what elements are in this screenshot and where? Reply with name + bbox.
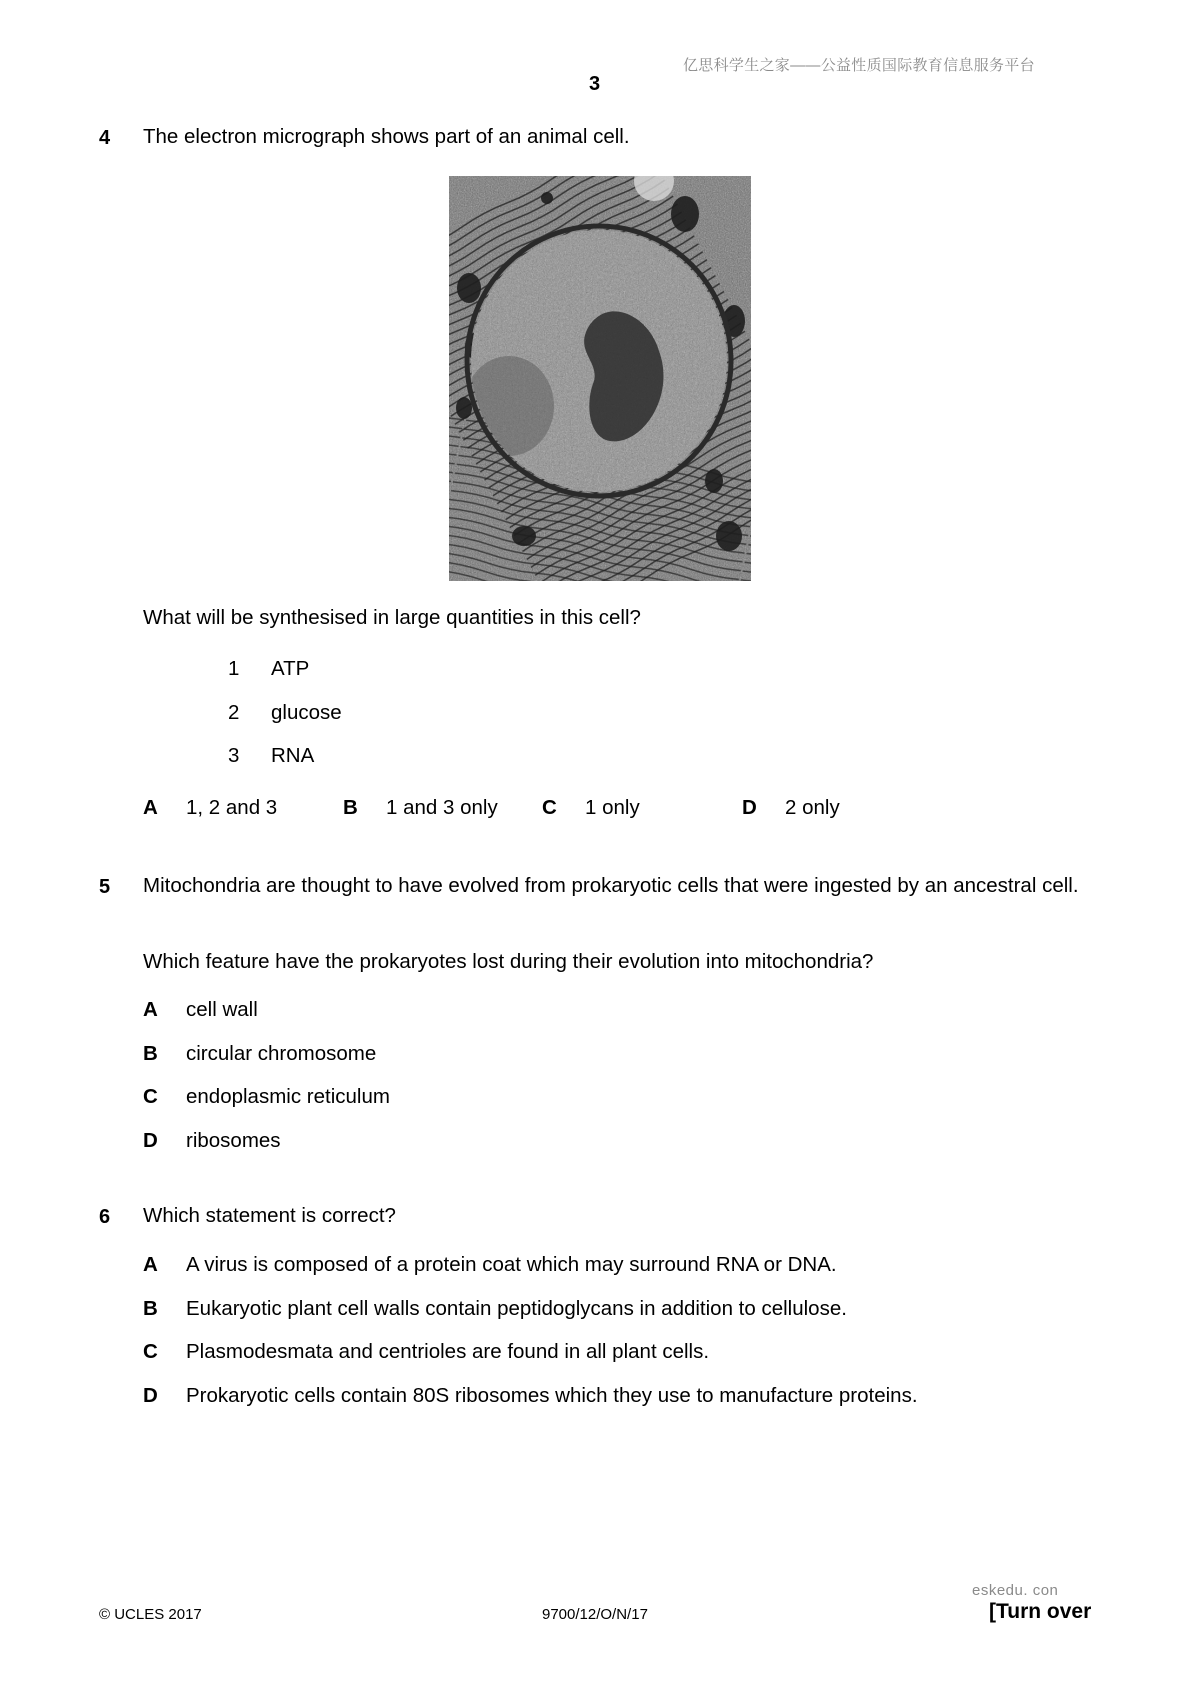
footer-paper-code: 9700/12/O/N/17 bbox=[542, 1606, 648, 1623]
q6-option-d-text: Prokaryotic cells contain 80S ribosomes which they use to manufacture proteins. bbox=[186, 1384, 918, 1407]
q4-option-c-letter: C bbox=[542, 796, 557, 819]
q4-option-a-text: 1, 2 and 3 bbox=[186, 796, 278, 819]
item-3-text: RNA bbox=[271, 744, 315, 767]
question-4-number: 4 bbox=[99, 127, 111, 149]
header-watermark: 亿思科学生之家——公益性质国际教育信息服务平台 bbox=[683, 57, 1035, 74]
item-1-number: 1 bbox=[228, 657, 240, 680]
q4-option-b-letter: B bbox=[343, 796, 358, 819]
footer-copyright: © UCLES 2017 bbox=[99, 1606, 202, 1623]
q5-option-d-letter: D bbox=[143, 1129, 158, 1152]
question-4-stem: The electron micrograph shows part of an animal cell. bbox=[143, 125, 630, 148]
q6-option-d-letter: D bbox=[143, 1384, 158, 1407]
question-5-number: 5 bbox=[99, 876, 111, 898]
q6-option-a-letter: A bbox=[143, 1253, 158, 1276]
q5-option-b-text: circular chromosome bbox=[186, 1042, 377, 1065]
q4-option-d-text: 2 only bbox=[785, 796, 840, 819]
q5-option-a-letter: A bbox=[143, 998, 158, 1021]
q5-option-d-text: ribosomes bbox=[186, 1129, 281, 1152]
q4-option-c-text: 1 only bbox=[585, 796, 640, 819]
q4-option-d-letter: D bbox=[742, 796, 757, 819]
turn-over-label: [Turn over bbox=[989, 1600, 1092, 1623]
q6-option-a-text: A virus is composed of a protein coat which may surround RNA or DNA. bbox=[186, 1253, 837, 1276]
footer-watermark: eskedu. con bbox=[972, 1582, 1059, 1599]
item-2-text: glucose bbox=[271, 701, 342, 724]
q5-option-c-text: endoplasmic reticulum bbox=[186, 1085, 390, 1108]
q4-option-b-text: 1 and 3 only bbox=[386, 796, 498, 819]
q6-option-c-text: Plasmodesmata and centrioles are found in all plant cells. bbox=[186, 1340, 710, 1363]
electron-micrograph bbox=[449, 176, 751, 581]
q5-option-b-letter: B bbox=[143, 1042, 158, 1065]
q6-option-b-text: Eukaryotic plant cell walls contain peptidoglycans in addition to cellulose. bbox=[186, 1297, 847, 1320]
page-number: 3 bbox=[589, 73, 601, 95]
question-4-prompt: What will be synthesised in large quantities in this cell? bbox=[143, 606, 641, 629]
question-5-stem: Mitochondria are thought to have evolved from prokaryotic cells that were ingested by an ancestral cell. bbox=[143, 874, 1079, 897]
item-3-number: 3 bbox=[228, 744, 240, 767]
question-6-number: 6 bbox=[99, 1206, 111, 1228]
q4-option-a-letter: A bbox=[143, 796, 158, 819]
q5-option-c-letter: C bbox=[143, 1085, 158, 1108]
question-5-prompt: Which feature have the prokaryotes lost during their evolution into mitochondria? bbox=[143, 950, 874, 973]
item-1-text: ATP bbox=[271, 657, 310, 680]
q6-option-c-letter: C bbox=[143, 1340, 158, 1363]
q5-option-a-text: cell wall bbox=[186, 998, 258, 1021]
q6-option-b-letter: B bbox=[143, 1297, 158, 1320]
item-2-number: 2 bbox=[228, 701, 240, 724]
question-6-stem: Which statement is correct? bbox=[143, 1204, 396, 1227]
